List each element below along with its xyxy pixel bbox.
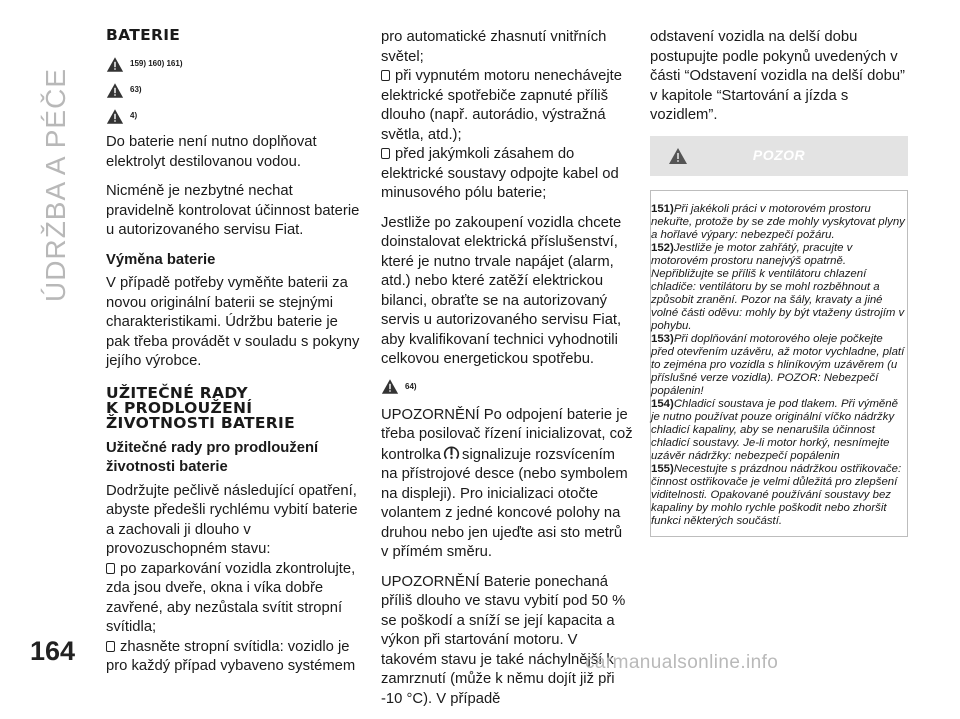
warning-item-number: 151) bbox=[651, 202, 674, 215]
bullet-item bbox=[106, 560, 361, 638]
warning-item-number: 154) bbox=[651, 397, 674, 410]
bullet-box-icon bbox=[381, 148, 390, 159]
warning-ref-row bbox=[106, 103, 361, 129]
warning-box-title: POZOR bbox=[752, 146, 806, 163]
heading-tips-line: K PRODLOUŽENÍ bbox=[106, 398, 253, 417]
subheading-tips: Užitečné rady pro prodloužení životnosti baterie bbox=[106, 439, 319, 475]
warning-ref-row bbox=[381, 374, 633, 400]
warning-ref-text: 4) bbox=[130, 111, 138, 121]
heading-tips-line: ŽIVOTNOSTI BATERIE bbox=[106, 413, 295, 432]
bullet-text: před jakýmkoli zásahem do elektrické soustavy odpojte kabel od minusového pólu baterie; bbox=[381, 146, 619, 201]
warning-item-number: 153) bbox=[651, 332, 674, 345]
warning-box-body bbox=[650, 191, 908, 537]
paragraph-continuation: pro automatické zhasnutí vnitřních světel; bbox=[381, 29, 607, 65]
paragraph: Nicméně je nezbytné nechat pravidelně kontrolovat účinnost baterie u autorizovaného servisu Fiat. bbox=[106, 183, 360, 238]
watermark: carmanualsonline.info bbox=[585, 652, 779, 673]
warning-ref-text: 64) bbox=[405, 381, 417, 391]
warning-item bbox=[651, 333, 907, 398]
column-2 bbox=[381, 28, 633, 719]
warning-item bbox=[651, 398, 907, 463]
paragraph: V případě potřeby vyměňte baterii za novou originální baterii se stejnými charakteristikami. Údržbu baterie je pak třeba provádět v souladu s pokyny jejího výrobce. bbox=[106, 275, 360, 369]
paragraph-text: signalizuje rozsvícením na přístrojové desce (nebo symbolem na displeji). Pro inicializaci otočte volantem z jedné koncové polohy na druhou nebo jen ujeďte asi sto metrů v přímém směru. bbox=[381, 446, 628, 560]
warning-triangle-icon bbox=[106, 108, 124, 125]
heading-battery: BATERIE bbox=[106, 26, 181, 44]
paragraph-text: UPOZORNĚNÍ Po odpojení baterie je třeba posilovač řízení inicializovat, což kontrolka bbox=[381, 406, 633, 463]
bullet-text: po zaparkování vozidla zkontrolujte, zda jsou dveře, okna i víka dobře zavřené, aby nezůstala svítit stropní svítidla; bbox=[106, 560, 356, 635]
warning-item-number: 152) bbox=[651, 241, 674, 254]
section-side-title bbox=[36, 22, 76, 302]
heading-tips bbox=[106, 383, 361, 432]
bullet-box-icon bbox=[381, 70, 390, 81]
warning-item-number: 155) bbox=[651, 462, 674, 475]
warning-triangle-icon bbox=[106, 82, 124, 99]
subheading-replace: Výměna baterie bbox=[106, 251, 216, 268]
warning-item bbox=[651, 463, 907, 528]
bullet-item bbox=[381, 67, 633, 145]
paragraph: Do baterie není nutno doplňovat elektrolyt destilovanou vodou. bbox=[106, 134, 317, 170]
bullet-box-icon bbox=[106, 563, 115, 574]
warning-item-text: Chladicí soustava je pod tlakem. Při výměně je nutno používat pouze originální víčko nádržky chladicí kapaliny, aby se nenarušila účinnost chladicí soustavy. Je-li motor horký, nesnímejte uzávěr nádržky: nebezpečí popálenin bbox=[651, 397, 898, 462]
warning-ref-row bbox=[106, 51, 361, 77]
warning-item-text: Při jakékoli práci v motorovém prostoru nekuřte, protože by se zde mohly vyskytovat plyny a hořlavé výpary: nebezpečí požáru. bbox=[651, 202, 905, 241]
bullet-item bbox=[106, 638, 361, 677]
column-1 bbox=[106, 28, 361, 677]
warning-item-text: Necestujte s prázdnou nádržkou ostřikovače: činnost ostřikovače je velmi důležitá pro zlepšení viditelnosti. Opakované používání soustavy bez kapaliny by mohlo rychle poškodit nebo zhoršit funkci některých součástí. bbox=[651, 462, 902, 527]
paragraph: UPOZORNĚNÍ Baterie ponechaná příliš dlouho ve stavu vybití pod 50 % se poškodí a sníží se její kapacita a výkon při startování motoru. V takovém stavu je také náchylnější k zamrznutí (může k němu dojít již při -10 °C). V případě bbox=[381, 573, 626, 707]
bullet-item bbox=[381, 145, 633, 204]
warning-ref-text: 63) bbox=[130, 85, 142, 95]
warning-box-header bbox=[650, 136, 908, 176]
warning-item bbox=[651, 203, 907, 242]
warning-ref-text: 159) 160) 161) bbox=[130, 59, 183, 69]
warning-item-text: Jestliže je motor zahřátý, pracujte v motorovém prostoru nanejvýš opatrně. Nepřibližujte se příliš k ventilátoru chlazení chladiče: ventilátoru by se mohl rozběhnout a způsobit zranění. Pozor na šály, kravaty a jiné volné části oděvu: mohly by být vtaženy ústrojím v pohybu. bbox=[651, 241, 905, 332]
warning-triangle-icon bbox=[106, 56, 124, 73]
warning-triangle-icon bbox=[381, 378, 399, 395]
column-3 bbox=[650, 28, 908, 537]
paragraph-continuation: odstavení vozidla na delší dobu postupujte podle pokynů uvedených v části “Odstavení vozidla na delší dobu” v kapitole “Startování a jízda s vozidlem”. bbox=[650, 29, 905, 123]
bullet-box-icon bbox=[106, 641, 115, 652]
paragraph: Jestliže po zakoupení vozidla chcete doinstalovat elektrická příslušenství, které je nutno trvale napájet (alarm, atd.) nebo které zatěží elektrickou bilanci, obraťte se na autorizovaný servis u autorizovaného servisu Fiat, aby kvalifikovaní technici vyhodnotili celkovou energetickou spotřebu. bbox=[381, 214, 622, 367]
page-number: 164 bbox=[30, 636, 76, 666]
heading-tips-line: UŽITEČNÉ RADY bbox=[106, 383, 248, 402]
warning-item bbox=[651, 242, 907, 333]
side-title-text: ÚDRŽBA A PÉČE bbox=[40, 68, 71, 302]
bullet-text: při vypnutém motoru nenechávejte elektrické spotřebiče zapnuté příliš dlouho (např. autorádio, výstražná světla, atd.); bbox=[381, 68, 623, 143]
warning-ref-row bbox=[106, 77, 361, 103]
battery-warning-lamp-icon bbox=[443, 445, 460, 462]
warning-item-text: Při doplňování motorového oleje počkejte před otevřením uzávěru, až motor vychladne, platí to zejména pro vozidla s hliníkovým uzávěrem (u příslušné verze vozidla). POZOR: Nebezpečí popálenin! bbox=[651, 332, 905, 397]
paragraph: Dodržujte pečlivě následující opatření, abyste předešli rychlému vybití baterie a zachovali ji dlouho v provozuschopném stavu: bbox=[106, 482, 358, 557]
warning-triangle-icon bbox=[668, 147, 688, 165]
bullet-text: zhasněte stropní svítidla: vozidlo je pro každý případ vybaveno systémem bbox=[106, 638, 356, 674]
paragraph bbox=[381, 406, 633, 563]
